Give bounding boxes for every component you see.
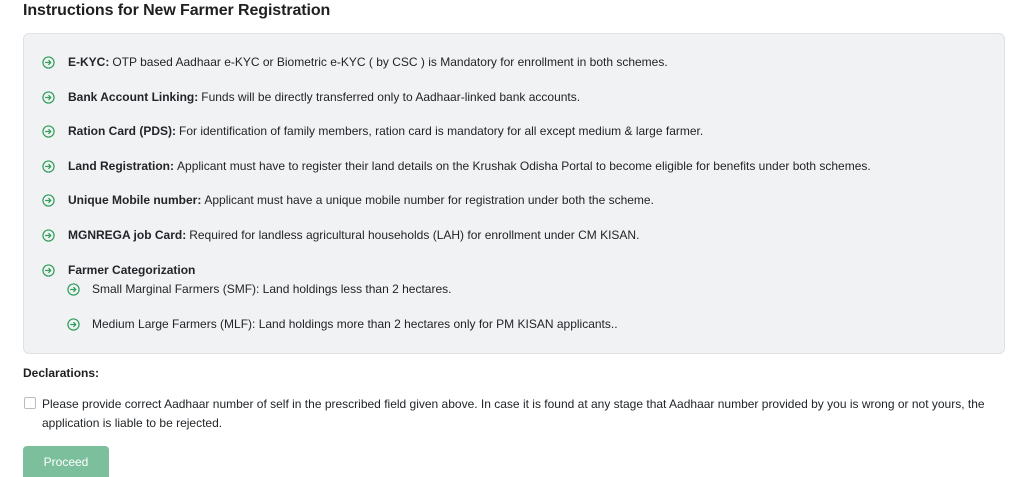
page-title: Instructions for New Farmer Registration: [23, 2, 331, 19]
instruction-item-mobile-number: [42, 193, 654, 207]
sub-item-text: Small Marginal Farmers (SMF): Land holdings less than 2 hectares.: [92, 282, 452, 296]
declaration-checkbox[interactable]: [24, 397, 36, 409]
instruction-item-ration-card: [42, 124, 703, 138]
declarations-heading: Declarations:: [23, 366, 100, 380]
proceed-button[interactable]: Proceed: [23, 446, 109, 477]
instruction-item-land-registration: [42, 159, 871, 173]
circle-arrow-right-icon: [67, 283, 80, 296]
instruction-item-farmer-categorization: [42, 263, 198, 277]
circle-arrow-right-icon: [42, 125, 55, 138]
instruction-text: Funds will be directly transferred only to Aadhaar-linked bank accounts.: [201, 90, 581, 104]
instruction-label: Ration Card (PDS):: [68, 124, 176, 138]
instruction-label: MGNREGA job Card:: [68, 228, 187, 242]
circle-arrow-right-icon: [42, 160, 55, 173]
instruction-label: Bank Account Linking:: [68, 90, 199, 104]
instruction-text: Required for landless agricultural households (LAH) for enrollment under CM KISAN.: [189, 228, 640, 242]
instruction-label: E-KYC:: [68, 55, 110, 69]
circle-arrow-right-icon: [42, 56, 55, 69]
instruction-label: Land Registration:: [68, 159, 175, 173]
instruction-text: OTP based Aadhaar e-KYC or Biometric e-KYC ( by CSC ) is Mandatory for enrollment in both schemes.: [112, 55, 668, 69]
instruction-text: Applicant must have a unique mobile number for registration under both the scheme.: [204, 193, 654, 207]
sub-item-mlf: [67, 317, 618, 331]
circle-arrow-right-icon: [42, 229, 55, 242]
instruction-text: For identification of family members, ration card is mandatory for all except medium & large farmer.: [179, 124, 704, 138]
instruction-label: Unique Mobile number:: [68, 193, 202, 207]
instruction-label: Farmer Categorization: [68, 263, 196, 277]
instruction-item-ekyc: [42, 55, 668, 69]
circle-arrow-right-icon: [42, 91, 55, 104]
instruction-item-mgnrega: [42, 228, 639, 242]
circle-arrow-right-icon: [67, 318, 80, 331]
circle-arrow-right-icon: [42, 264, 55, 277]
instruction-item-bank-account: [42, 90, 580, 104]
instruction-text: Applicant must have to register their land details on the Krushak Odisha Portal to become eligible for benefits under both schemes.: [177, 159, 871, 173]
sub-item-smf: [67, 282, 451, 296]
instructions-panel: [23, 33, 1005, 354]
declaration-text: Please provide correct Aadhaar number of self in the prescribed field given above. In case it is found at any stage that Aadhaar number provided by you is wrong or not yours, the application is liable to be rejected.: [42, 397, 985, 430]
circle-arrow-right-icon: [42, 194, 55, 207]
sub-item-text: Medium Large Farmers (MLF): Land holdings more than 2 hectares only for PM KISAN applicants..: [92, 317, 618, 331]
